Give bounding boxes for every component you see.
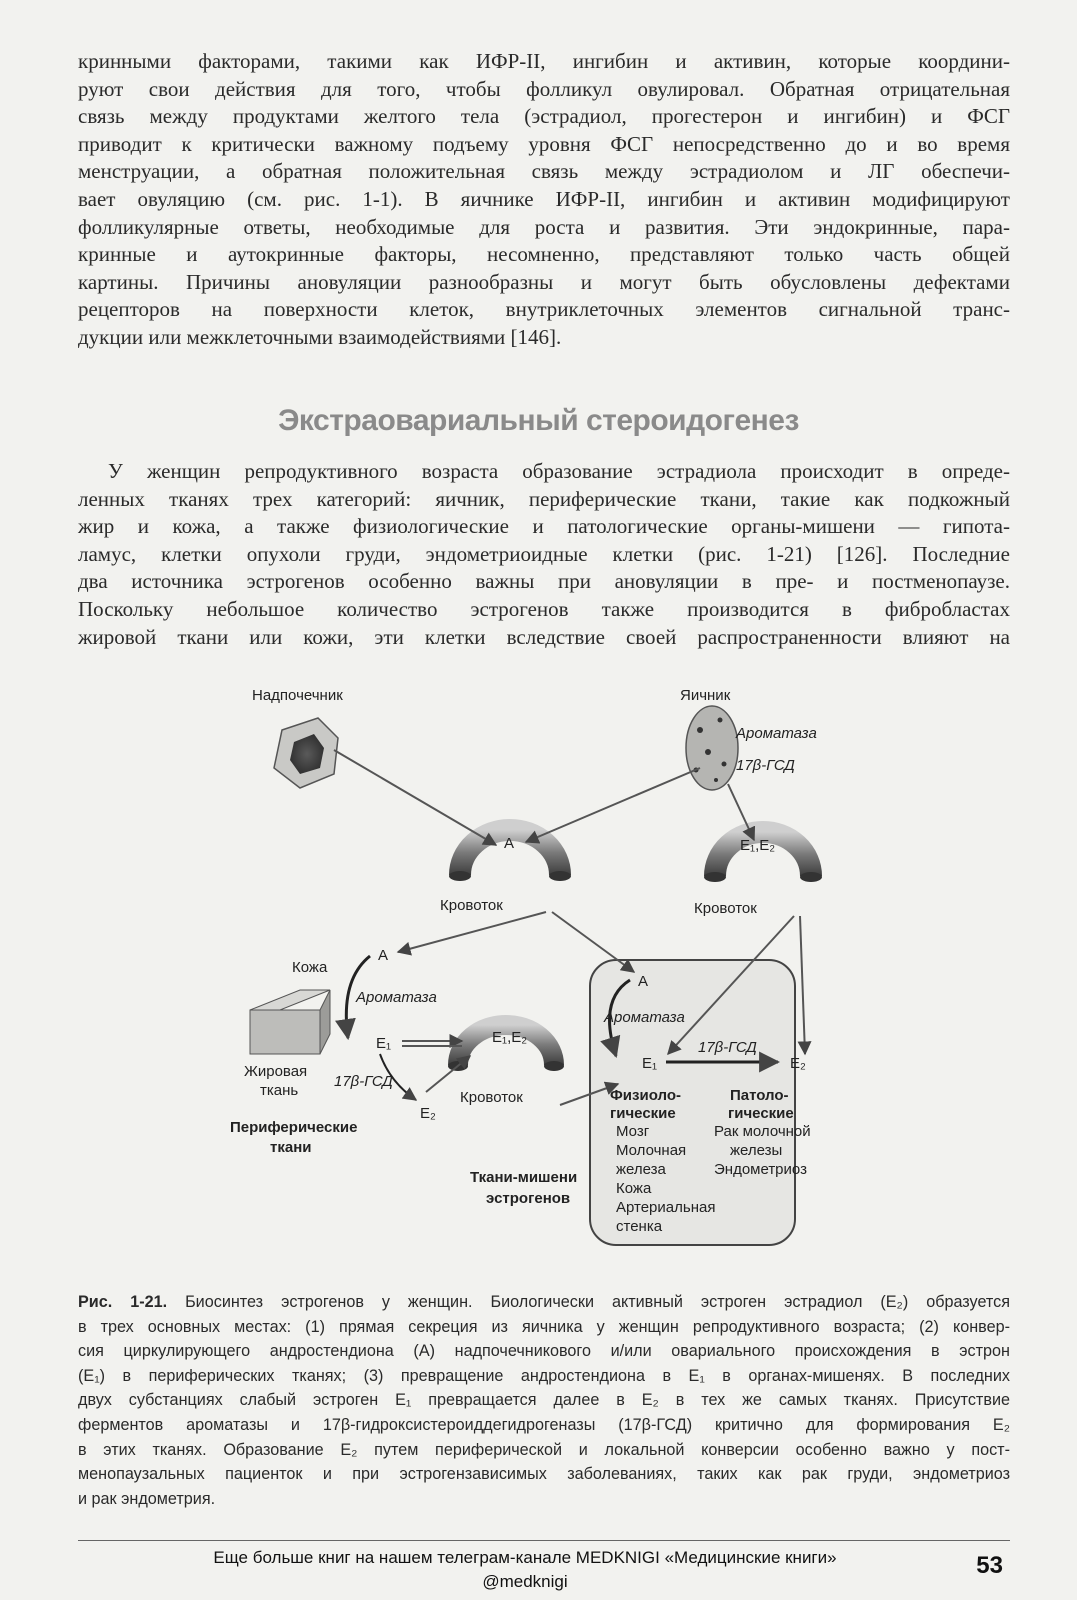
text-line: ламус, клетки опухоли груди, эндометриоидные клетки (рис. 1-21) [126]. Последние bbox=[78, 541, 1010, 566]
physio-label-line2: гические bbox=[610, 1105, 676, 1122]
target-aromatase-label: Ароматаза bbox=[604, 1009, 685, 1026]
A-label-2: A bbox=[378, 947, 389, 964]
bloodstream-label-3: Кровоток bbox=[460, 1089, 523, 1106]
physio-item: стенка bbox=[616, 1218, 663, 1235]
caption-line: в этих тканях. Образование E₂ путем периферической и локальной конверсии особенно важно у пост- bbox=[78, 1440, 1010, 1459]
E2-label-1: E₂ bbox=[420, 1105, 436, 1122]
text-line: Поскольку небольшое количество эстрогенов также производится в фибробластах bbox=[78, 596, 1010, 621]
caption-line: менопаузальных пациенток и при эстрогензависимых заболеваниях, таких как рак груди, эндометриоз bbox=[78, 1465, 1010, 1484]
E1E2-label-1: E₁,E₂ bbox=[740, 837, 776, 854]
skin-label: Кожа bbox=[292, 959, 328, 976]
caption-label: Рис. 1-21. bbox=[78, 1293, 168, 1311]
text-line: менструации, а обратная положительная связь между эстрадиолом и ЛГ обеспечи- bbox=[78, 159, 1010, 184]
ovary-hsd-label: 17β-ГСД bbox=[736, 757, 795, 774]
text-line: вает овуляцию (см. рис. 1-1). В яичнике ИФР-II, ингибин и активин модифицируют bbox=[78, 186, 1010, 211]
footer-rule bbox=[78, 1540, 1010, 1541]
text-line: рецепторов на поверхности клеток, внутриклеточных элементов сигнальной транс- bbox=[78, 297, 1010, 322]
patho-item: Рак молочной bbox=[714, 1123, 811, 1140]
caption-line: двух субстанциях слабый эстроген E₁ превращается далее в E₂ в тех же самых тканях. Присутствие bbox=[78, 1391, 1010, 1410]
footer-telegram-handle[interactable]: @medknigi bbox=[482, 1572, 568, 1591]
fat-label-line2: ткань bbox=[260, 1082, 299, 1099]
text-line: фолликулярные ответы, необходимые для роста и развития. Эти эндокринные, пара- bbox=[78, 214, 1010, 239]
text-line: У женщин репродуктивного возраста образование эстрадиола происходит в опреде- bbox=[108, 459, 1010, 483]
estrogen-biosynthesis-diagram bbox=[230, 690, 1030, 1290]
footer bbox=[100, 1546, 950, 1594]
caption-line-1 bbox=[78, 1290, 1010, 1315]
footer-line-1: Еще больше книг на нашем телеграм-канале MEDKNIGI «Медицинские книги» bbox=[213, 1548, 837, 1567]
text-line: ленных тканях трех категорий: яичник, периферические ткани, такие как подкожный bbox=[78, 486, 1010, 511]
target-label-line2: эстрогенов bbox=[486, 1190, 571, 1207]
bloodstream-label-2: Кровоток bbox=[694, 900, 757, 917]
caption-line: (E₁) в периферических тканях; (3) превращение андростендиона в E₁ в органах-мишенях. В последних bbox=[78, 1366, 1010, 1385]
fat-label-line1: Жировая bbox=[244, 1063, 308, 1080]
figure-caption bbox=[78, 1290, 1010, 1511]
paragraph-1 bbox=[78, 48, 1010, 352]
text-line: дукции или межклеточными взаимодействиями [146]. bbox=[78, 324, 562, 349]
text-line: кринные и аутокринные факторы, несомненно, представляют только часть общей bbox=[78, 242, 1010, 267]
ovary-label: Яичник bbox=[680, 690, 731, 704]
paragraph-2 bbox=[78, 458, 1010, 651]
physio-item: железа bbox=[616, 1161, 666, 1178]
peripheral-label-line2: ткани bbox=[270, 1139, 312, 1156]
fat-tissue-icon bbox=[250, 990, 330, 1054]
peripheral-aromatase-label: Ароматаза bbox=[356, 989, 437, 1006]
text-line: картины. Причины ановуляции разнообразны и могут быть обусловлены дефектами bbox=[78, 269, 1010, 294]
adrenal-label: Надпочечник bbox=[252, 690, 343, 704]
physio-item: Мозг bbox=[616, 1123, 650, 1140]
E2-label-2: E₂ bbox=[790, 1055, 806, 1072]
page-number: 53 bbox=[976, 1552, 1003, 1579]
physio-item: Артериальная bbox=[616, 1199, 716, 1216]
E1E2-label-2: E₁,E₂ bbox=[492, 1029, 528, 1046]
caption-line: сия циркулирующего андростендиона (A) надпочечникового и/или овариального происхождения в эстрон bbox=[78, 1342, 1010, 1361]
A-label-1: A bbox=[504, 835, 515, 852]
caption-line: в трех основных местах: (1) прямая секреция из яичника у женщин репродуктивного возраста; (2) конвер- bbox=[78, 1317, 1010, 1336]
text-line: жировой ткани или кожи, эти клетки вследствие своей распространенности влияют на bbox=[78, 624, 1010, 649]
physio-label-line1: Физиоло- bbox=[610, 1087, 681, 1104]
physio-item: Кожа bbox=[616, 1180, 652, 1197]
bloodstream-label-1: Кровоток bbox=[440, 897, 503, 914]
text-line: кринными факторами, такими как ИФР-II, ингибин и активин, которые координи- bbox=[78, 49, 1010, 73]
text-line: жир и кожа, а также физиологические и патологические органы-мишени — гипота- bbox=[78, 514, 1010, 539]
patho-label-line2: гические bbox=[728, 1105, 794, 1122]
A-label-3: A bbox=[638, 973, 649, 990]
section-heading: Экстраовариальный стероидогенез bbox=[278, 404, 799, 437]
caption-text: Биосинтез эстрогенов у женщин. Биологически активный эстроген эстрадиол (E₂) образуется bbox=[167, 1293, 1010, 1311]
patho-item: железы bbox=[730, 1142, 783, 1159]
text-line: приводит к критически важному подъему уровня ФСГ непосредственно до и во время bbox=[78, 131, 1010, 156]
text-line: руют свои действия для того, чтобы фолликул овулировал. Обратная отрицательная bbox=[78, 76, 1010, 101]
target-hsd-label: 17β-ГСД bbox=[698, 1039, 757, 1056]
physio-item: Молочная bbox=[616, 1142, 687, 1159]
peripheral-label-line1: Периферические bbox=[230, 1119, 358, 1136]
caption-line: и рак эндометрия. bbox=[78, 1489, 216, 1508]
ovary-aromatase-label: Ароматаза bbox=[736, 725, 817, 742]
target-label-line1: Ткани-мишени bbox=[470, 1169, 578, 1186]
text-line: два источника эстрогенов особенно важны при ановуляции в пре- и постменопаузе. bbox=[78, 569, 1010, 594]
adrenal-icon bbox=[274, 718, 338, 788]
ovary-icon bbox=[686, 706, 738, 790]
E1-label-1: E₁ bbox=[376, 1035, 392, 1052]
caption-line: ферментов ароматазы и 17β-гидроксистероиддегидрогеназы (17β-ГСД) критично для формирования E₂ bbox=[78, 1415, 1010, 1434]
E1-label-2: E₁ bbox=[642, 1055, 658, 1072]
text-line: связь между продуктами желтого тела (эстрадиол, прогестерон и ингибин) и ФСГ bbox=[78, 104, 1010, 129]
peripheral-hsd-label: 17β-ГСД bbox=[334, 1073, 393, 1090]
patho-item: Эндометриоз bbox=[714, 1161, 807, 1178]
patho-label-line1: Патоло- bbox=[730, 1087, 789, 1104]
